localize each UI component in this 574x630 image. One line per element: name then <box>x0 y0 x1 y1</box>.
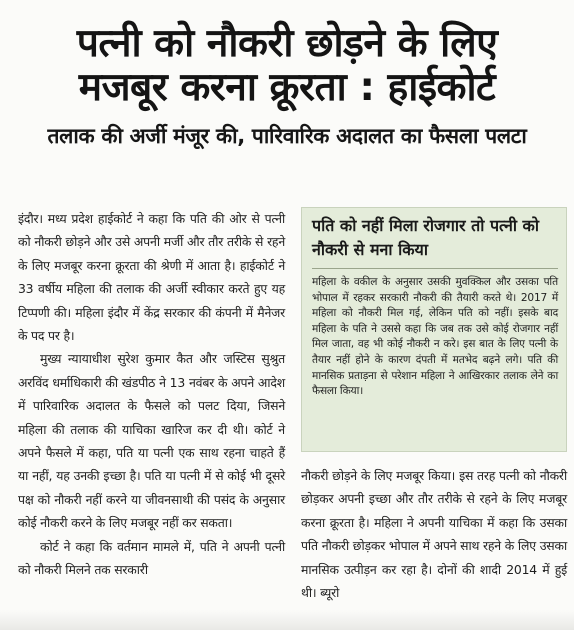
headline-line-1: पत्नी को नौकरी छोड़ने के लिए <box>76 21 498 66</box>
right-column <box>301 207 567 604</box>
sidebar-box-title: पति को नहीं मिला रोजगार तो पत्नी को नौकरी से मना किया <box>312 214 558 269</box>
right-column-paragraph: नौकरी छोड़ने के लिए मजबूर किया। इस तरह पत्नी को नौकरी छोड़कर अपनी इच्छा और तौर तरीके से रहने के लिए मजबूर करना क्रूरता है। महिला ने अपनी याचिका में कहा कि उसका पति नौकरी छोड़कर भोपाल में अपने साथ रहने के लिए उसका मानसिक उत्पीड़न कर रहा है। दोनों की शादी 2014 में हुई थी। ब्यूरो <box>301 468 567 601</box>
page-bottom-edge <box>0 610 574 630</box>
headline <box>0 0 574 110</box>
paragraph-2: मुख्य न्यायाधीश सुरेश कुमार कैत और जस्टिस सुश्रुत अरविंद धर्माधिकारी की खंडपीठ ने 13 नवंबर के अपने आदेश में पारिवारिक अदालत के फैसले को पलट दिया, जिसने महिला की तलाक की याचिका खारिज कर दी थी। कोर्ट ने अपने फैसले में कहा, पति या पत्नी एक साथ रहना चाहते हैं या नहीं, यह उनकी इच्छा है। पति या पत्नी में से कोई भी दूसरे पक्ष को नौकरी नहीं करने या जीवनसाथी की पसंद के अनुसार कोई नौकरी करने के लिए मजबूर नहीं कर सकता। <box>18 351 285 531</box>
left-column <box>18 207 285 582</box>
subheadline: तलाक की अर्जी मंजूर की, पारिवारिक अदालत का फैसला पलटा <box>47 124 527 148</box>
paragraph-1: इंदौर। मध्य प्रदेश हाईकोर्ट ने कहा कि पति की ओर से पत्नी को नौकरी छोड़ने और उसे अपनी मर्जी और तौर तरीके से रहने के लिए मजबूर करना क्रूरता की श्रेणी में आता है। हाईकोर्ट ने 33 वर्षीय महिला की तलाक की अर्जी स्वीकार करते हुए यह टिप्पणी की। महिला इंदौर में केंद्र सरकार की कंपनी में मैनेजर के पद पर है। <box>18 211 285 344</box>
paragraph-3: कोर्ट ने कहा कि वर्तमान मामले में, पति ने अपनी पत्नी को नौकरी मिलने तक सरकारी <box>18 538 285 578</box>
headline-line-2: मजबूर करना क्रूरता : हाईकोर्ट <box>78 65 496 110</box>
sidebar-box-text: महिला के वकील के अनुसार उसकी मुवक्किल और उसका पति भोपाल में रहकर सरकारी नौकरी की तैयारी करते थे। 2017 में महिला को नौकरी मिल गई, लेकिन पति को नहीं। इसके बाद महिला के पति ने उससे कहा कि जब तक उसे कोई रोजगार नहीं मिल जाता, वह भी कोई नौकरी न करे। इस बात के लिए पत्नी के तैयार नहीं होने के कारण दंपती में मतभेद बढ़ने लगे। पति की मानसिक प्रताड़ना से परेशान महिला ने आखिरकार तलाक लेने का फैसला किया। <box>312 276 558 398</box>
sidebar-box <box>301 207 567 452</box>
